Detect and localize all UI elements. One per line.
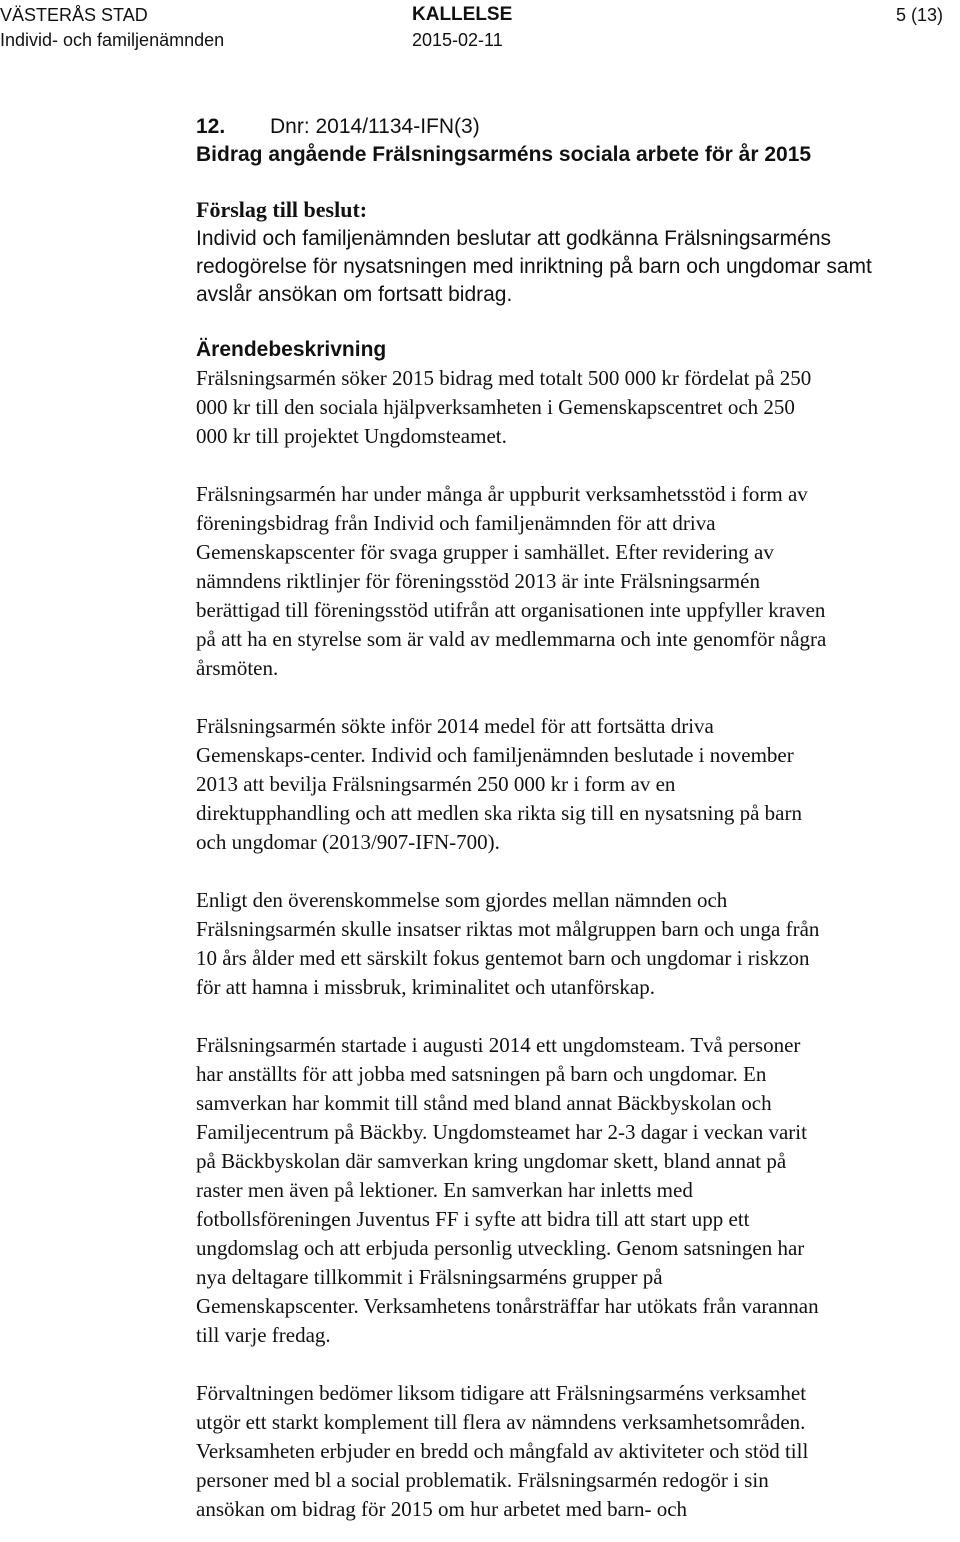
item-number: 12. (196, 115, 226, 138)
text-line: Frälsningsarmén skulle insatser riktas mot målgruppen barn och unga från (196, 917, 820, 941)
text-line: Gemenskaps-center. Individ och familjenämnden beslutade i november (196, 743, 794, 767)
text-line: Enligt den överenskommelse som gjordes mellan nämnden och (196, 888, 728, 912)
text-line: berättigad till föreningsstöd utifrån att organisationen inte uppfyller kraven (196, 598, 826, 622)
header-org: VÄSTERÅS STAD (0, 5, 148, 25)
proposal-line: avslår ansökan om fortsatt bidrag. (196, 283, 513, 306)
text-line: raster men även på lektioner. En samverkan har inletts med (196, 1178, 693, 1202)
description-paragraph-2 (196, 480, 958, 683)
text-line: till varje fredag. (196, 1323, 331, 1347)
text-line: 10 års ålder med ett särskilt fokus gentemot barn och ungdomar i riskzon (196, 946, 810, 970)
text-line: 000 kr till projektet Ungdomsteamet. (196, 424, 507, 448)
text-line: Frälsningsarmén sökte inför 2014 medel för att fortsätta driva (196, 714, 714, 738)
item-dnr-line (196, 113, 956, 141)
text-line: utgör ett starkt komplement till flera av nämndens verksamhetsområden. (196, 1410, 806, 1434)
description-paragraph-1 (196, 364, 958, 451)
text-line: 000 kr till den sociala hjälpverksamheten i Gemenskapscentret och 250 (196, 395, 795, 419)
text-line: och ungdomar (2013/907-IFN-700). (196, 830, 500, 854)
header-date: 2015-02-11 (412, 30, 503, 50)
document-body (196, 195, 958, 1524)
text-line: föreningsbidrag från Individ och familjenämnden för att driva (196, 511, 716, 535)
header-doc-type: KALLELSE (412, 4, 513, 25)
text-line: personer med bl a social problematik. Frälsningsarmén redogör i sin (196, 1468, 769, 1492)
text-line: på att ha en styrelse som är vald av medlemmarna och inte genomför några (196, 627, 827, 651)
proposal-line: redogörelse för nysatsningen med inriktning på barn och ungdomar samt (196, 255, 872, 278)
text-line: Gemenskapscenter. Verksamhetens tonårsträffar har utökats från varannan (196, 1294, 819, 1318)
description-heading: Ärendebeskrivning (196, 338, 387, 361)
text-line: samverkan har kommit till stånd med bland annat Bäckbyskolan och (196, 1091, 772, 1115)
text-line: ansökan om bidrag för 2015 om hur arbetet med barn- och (196, 1497, 688, 1521)
text-line: Frälsningsarmén startade i augusti 2014 ett ungdomsteam. Två personer (196, 1033, 801, 1057)
description-paragraph-6 (196, 1379, 958, 1524)
text-line: direktupphandling och att medlen ska rikta sig till en nysatsning på barn (196, 801, 802, 825)
text-line: nya deltagare tillkommit i Frälsningsarméns grupper på (196, 1265, 663, 1289)
proposal-text (196, 225, 958, 309)
text-line: Familjecentrum på Bäckby. Ungdomsteamet har 2-3 dagar i veckan varit (196, 1120, 807, 1144)
text-line: Verksamheten erbjuder en bredd och mångfald av aktiviteter och stöd till (196, 1439, 809, 1463)
text-line: har anställts för att jobba med satsningen på barn och ungdomar. En (196, 1062, 767, 1086)
description-paragraph-4 (196, 886, 958, 1002)
item-dnr: Dnr: 2014/1134-IFN(3) (270, 115, 480, 138)
item-title-block (196, 113, 956, 169)
proposal-heading: Förslag till beslut: (196, 197, 368, 222)
description-paragraph-5 (196, 1031, 958, 1350)
text-line: Gemenskapscenter för svaga grupper i samhället. Efter revidering av (196, 540, 774, 564)
text-line: Förvaltningen bedömer liksom tidigare att Frälsningsarméns verksamhet (196, 1381, 807, 1405)
text-line: ungdomslag och att erbjuda personlig utveckling. Genom satsningen har (196, 1236, 805, 1260)
text-line: på Bäckbyskolan där samverkan kring ungdomar skett, bland annat på (196, 1149, 787, 1173)
description-paragraph-3 (196, 712, 958, 857)
text-line: Frälsningsarmén söker 2015 bidrag med totalt 500 000 kr fördelat på 250 (196, 366, 812, 390)
proposal-line: Individ och familjenämnden beslutar att godkänna Frälsningsarméns (196, 227, 832, 250)
text-line: 2013 att bevilja Frälsningsarmén 250 000 kr i form av en (196, 772, 676, 796)
text-line: årsmöten. (196, 656, 279, 680)
header-committee: Individ- och familjenämnden (0, 30, 225, 50)
text-line: Frälsningsarmén har under många år uppburit verksamhetsstöd i form av (196, 482, 808, 506)
text-line: nämndens riktlinjer för föreningsstöd 2013 är inte Frälsningsarmén (196, 569, 760, 593)
text-line: för att hamna i missbruk, kriminalitet och utanförskap. (196, 975, 655, 999)
item-title: Bidrag angående Frälsningsarméns sociala arbete för år 2015 (196, 143, 812, 166)
text-line: fotbollsföreningen Juventus FF i syfte att bidra till att start upp ett (196, 1207, 750, 1231)
header-page-number: 5 (13) (896, 5, 944, 25)
